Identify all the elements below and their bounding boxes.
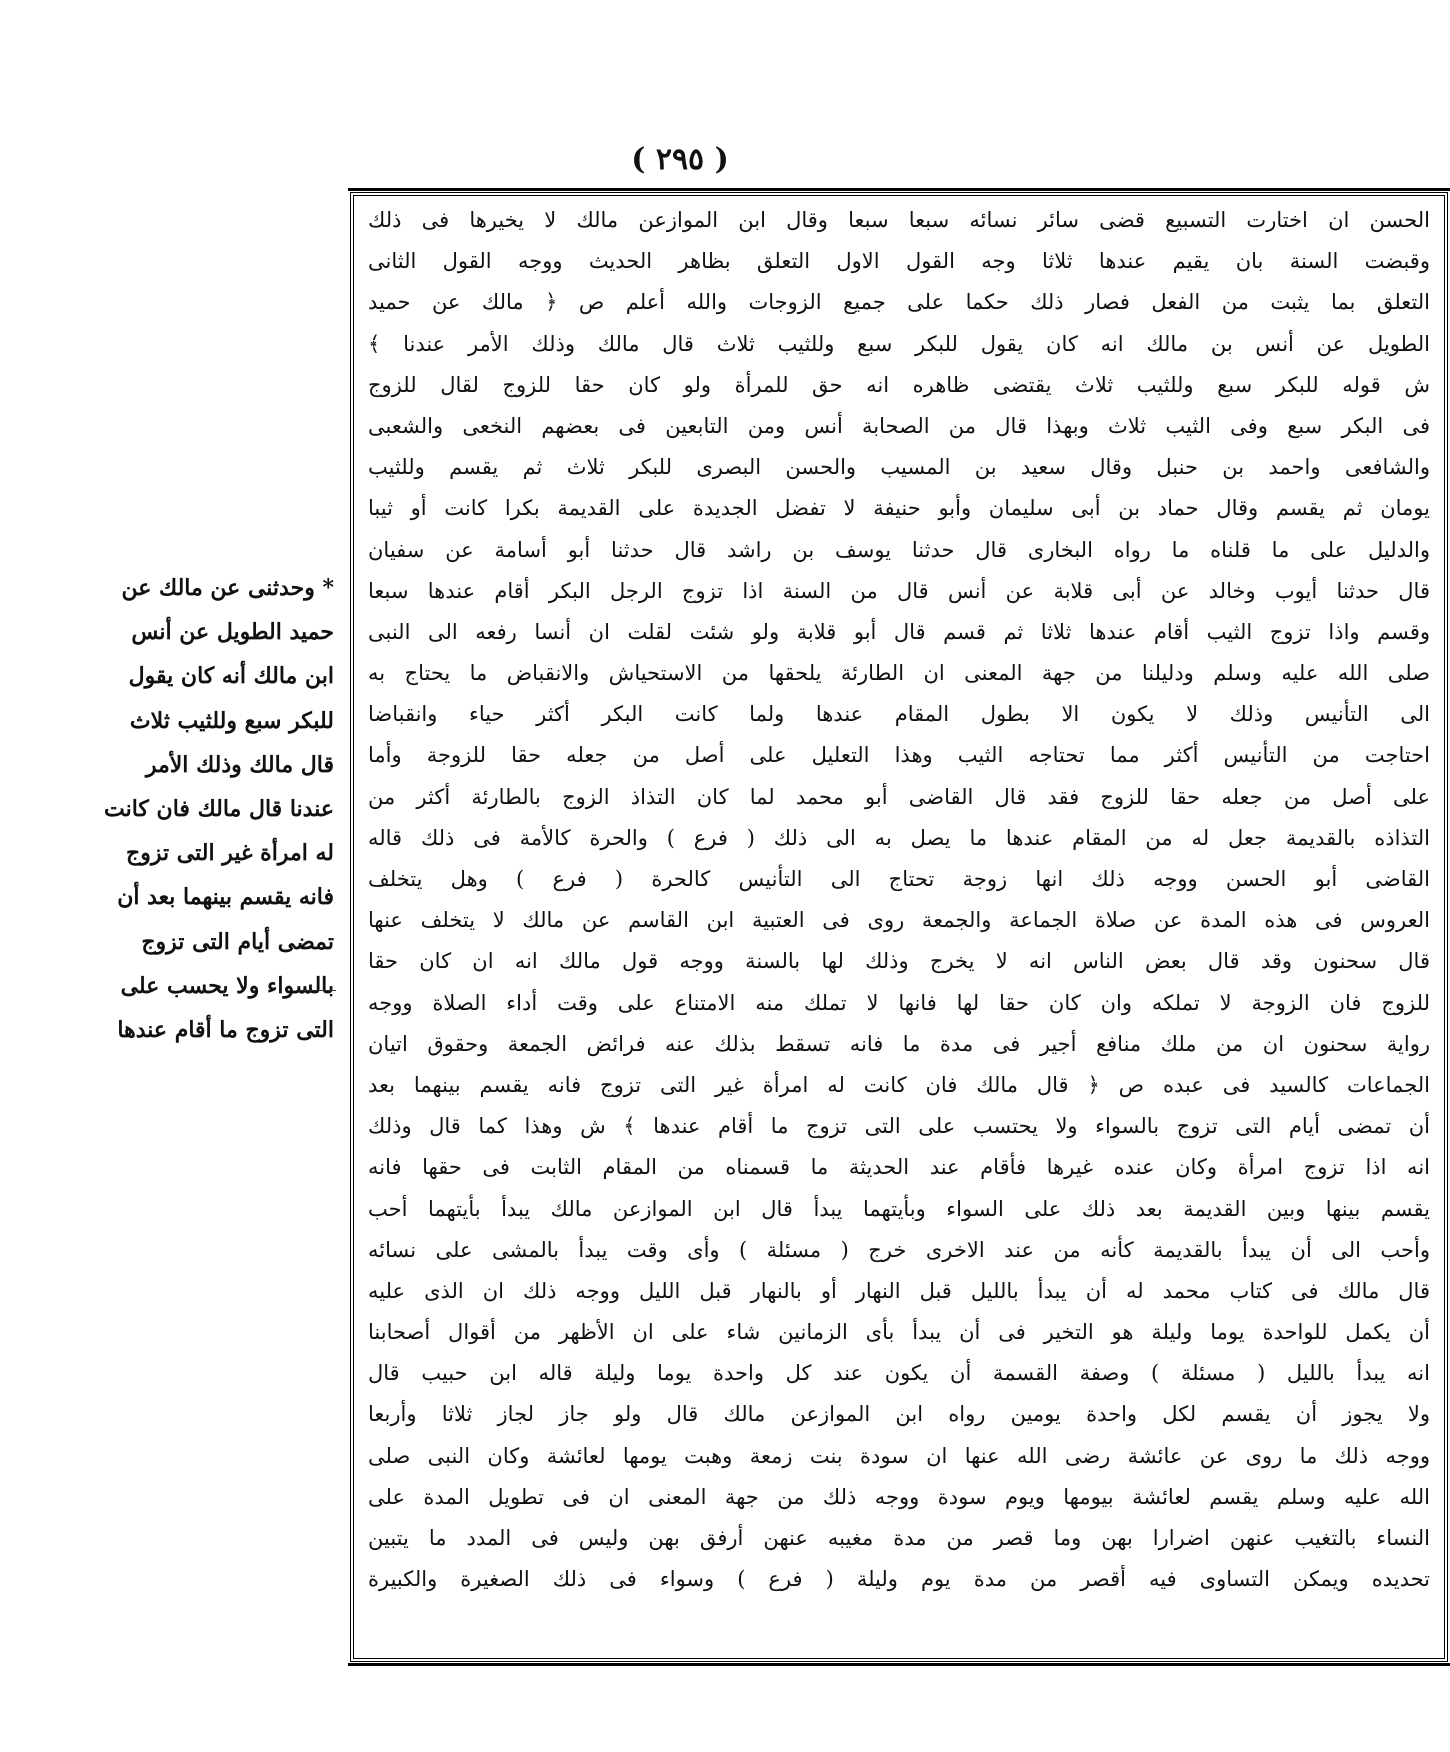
text-line: والدليل على ما قلناه ما رواه البخارى قال حدثنا يوسف بن راشد قال حدثنا أبو أسامة عن سفيان (368, 537, 1430, 562)
margin-line: تمضى أيام التى تزوج (141, 928, 334, 955)
text-line: انه اذا تزوج امرأة وكان عنده غيرها فأقام عند الحديثة ما قسمناه من المقام الثابت فى حقها فانه (368, 1155, 1430, 1180)
text-line: قال حدثنا أيوب وخالد عن أبى قلابة عن أنس قال من السنة اذا تزوج الرجل البكر أقام عندها سبعا (368, 578, 1430, 603)
text-line: التعلق بما يثبت من الفعل فصار ذلك حكما على جميع الزوجات والله أعلم ص ﴿ مالك عن حميد (368, 290, 1430, 315)
text-line: والشافعى واحمد بن حنبل وقال سعيد بن المسيب والحسن البصرى للبكر ثلاث ثم يقسم وللثيب (368, 455, 1430, 480)
text-line: يقسم بينها وبين القديمة بعد ذلك على السواء وبأيتهما يبدأ قال ابن الموازعن مالك يبدأ بأيتهما أحب (368, 1196, 1430, 1221)
margin-line: فانه يقسم بينهما بعد أن (117, 884, 334, 911)
margin-line: قال مالك وذلك الأمر (145, 751, 334, 778)
text-line: على أصل من جعله حقا للزوج فقد قال القاضى أبو محمد لما كان التذاذ الزوج بالطارئة أكثر من (368, 784, 1430, 809)
text-line: رواية سحنون ان من ملك منافع أجير فى مدة ما فانه تسقط بذلك عنه فرائض الجمعة وحقوق اتيان (368, 1031, 1430, 1056)
text-line: فى البكر سبع وفى الثيب ثلاث وبهذا قال من الصحابة أنس ومن التابعين فى بعضهم النخعى والشعبى (368, 413, 1430, 438)
text-line: أن تمضى أيام التى تزوج بالسواء ولا يحتسب على التى تزوج ما أقام عندها ﴾ ش وهذا كما قال وذلك (368, 1114, 1430, 1139)
text-line: وقسم واذا تزوج الثيب أقام عندها ثلاثا ثم قسم قال أبو قلابة ولو شئت لقلت ان أنسا رفعه الى النبى (368, 619, 1430, 644)
text-line: للزوج فان الزوجة لا تملكه وان كان حقا لها فانها لا تملك منه الامتناع على وقت أداء الصلاة ووجه (368, 990, 1430, 1015)
page-number: ( ٢٩٥ ) (631, 142, 729, 177)
text-line: الى التأنيس وذلك لا يكون الا بطول المقام عندها ولما كانت البكر أكثر حياء وانقباضا (368, 702, 1430, 727)
text-line: ووجه ذلك ما روى عن عائشة رضى الله عنها ان سودة بنت زمعة وهبت يومها لعائشة وكان النبى صلى (368, 1443, 1430, 1468)
text-line: التذاذه بالقديمة جعل له من المقام عندها ما يصل به الى ذلك ( فرع ) والحرة كالأمة فى ذلك قاله (368, 825, 1430, 850)
text-line: القاضى أبو الحسن ووجه ذلك انها زوجة تحتاج الى التأنيس كالحرة ( فرع ) وهل يتخلف (368, 867, 1430, 891)
text-line: أن يكمل للواحدة يوما وليلة هو التخير فى أن يبدأ بأى الزمانين شاء على ان الأظهر من أقوال أصحابنا (368, 1320, 1430, 1345)
margin-line: * وحدثنى عن مالك عن (121, 575, 334, 601)
text-line: الله عليه وسلم يقسم لعائشة بيومها ويوم سودة ووجه ذلك من جهة المعنى ان فى تطويل المدة على (368, 1484, 1430, 1509)
text-line: وقبضت السنة بان يقيم عندها ثلاثا وجه القول الاول التعلق بظاهر الحديث ووجه القول الثانى (368, 249, 1430, 274)
text-line: الجماعات كالسيد فى عبده ص ﴿ قال مالك فان كانت له امرأة غير التى تزوج فانه يقسم بينهما بعد (368, 1072, 1430, 1097)
text-line: تحديده ويمكن التساوى فيه أقصر من مدة يوم وليلة ( فرع ) وسواء فى ذلك الصغيرة والكبيرة (368, 1567, 1430, 1592)
margin-line: عندنا قال مالك فان كانت (104, 795, 334, 822)
text-line: الطويل عن أنس بن مالك انه كان يقول للبكر سبع وللثيب ثلاث قال مالك وذلك الأمر عندنا ﴾ (368, 331, 1430, 356)
main-text-frame (350, 192, 1448, 1662)
text-line: انه يبدأ بالليل ( مسئلة ) وصفة القسمة أن يكون عند كل واحدة يوما وليلة قاله ابن حبيب قال (368, 1361, 1430, 1386)
margin-line: ابن مالك أنه كان يقول (128, 663, 334, 690)
margin-line: للبكر سبع وللثيب ثلاث (129, 707, 334, 734)
text-line: وأحب الى أن يبدأ بالقديمة كأنه من عند الاخرى خرج ( مسئلة ) وأى وقت يبدأ بالمشى على نسائه (368, 1237, 1430, 1262)
text-line: النساء بالتغيب عنهن اضرارا بهن وما قصر من مدة مغيبه عنهن أرفق بهن وليس فى المدد ما يتبين (368, 1526, 1430, 1550)
text-line: احتاجت من التأنيس أكثر مما تحتاجه الثيب وهذا التعليل على أصل من جعله حقا للزوجة وأما (368, 743, 1430, 768)
text-line: قال سحنون وقد قال بعض الناس انه لا يخرج وذلك لها بالسنة ووجه قول مالك انه ان كان حقا (368, 949, 1430, 974)
text-line: صلى الله عليه وسلم ودليلنا من جهة المعنى ان الطارئة يلحقها من الاستحياش والانقباض ما يحتاج به (368, 661, 1430, 686)
margin-hadith-text (104, 566, 334, 1052)
commentary-body (368, 200, 1430, 1600)
margin-line: بالسواء ولا يحسب على (120, 972, 334, 999)
text-line: الحسن ان اختارت التسبيع قضى سائر نسائه سبعا سبعا وقال ابن الموازعن مالك لا يخيرها فى ذلك (368, 208, 1430, 232)
margin-line: التى تزوج ما أقام عندها (117, 1016, 334, 1043)
text-line: يومان ثم يقسم وقال حماد بن أبى سليمان وأبو حنيفة لا تفضل الجديدة على القديمة بكرا كانت أو ثيبا (368, 496, 1430, 521)
text-line: قال مالك فى كتاب محمد له أن يبدأ بالليل قبل النهار أو بالنهار قبل الليل ووجه ذلك ان الذى عليه (368, 1278, 1430, 1303)
text-line: ولا يجوز أن يقسم لكل واحدة يومين رواه ابن الموازعن مالك قال ولو جاز لجاز ثلاثا وأربعا (368, 1402, 1430, 1427)
text-line: العروس فى هذه المدة عن صلاة الجماعة والجمعة روى فى العتبية ابن القاسم عن مالك لا يتخلف عنها (368, 908, 1430, 933)
margin-divider (296, 990, 336, 991)
margin-line: حميد الطويل عن أنس (131, 619, 334, 646)
margin-line: له امرأة غير التى تزوج (126, 840, 334, 867)
text-line: ش قوله للبكر سبع وللثيب ثلاث يقتضى ظاهره انه حق للمرأة ولو كان حقا للزوج لقال للزوج (368, 372, 1430, 397)
